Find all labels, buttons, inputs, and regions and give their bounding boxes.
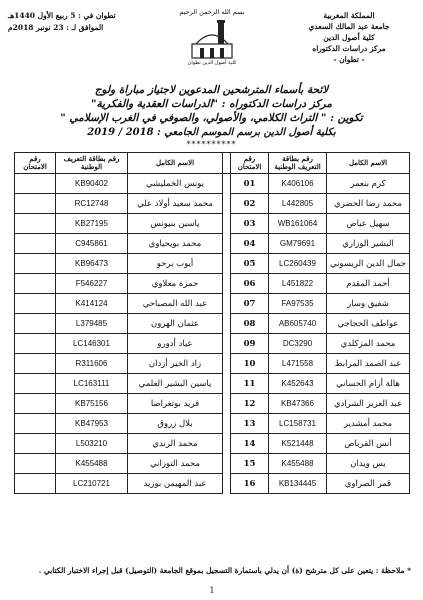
header-exam-number: رقم الامتحان	[231, 153, 269, 174]
cin-cell: LC260439	[269, 254, 327, 274]
exam-number-cell: 05	[231, 254, 269, 274]
column-gap	[223, 274, 231, 294]
cin-cell: LC146301	[56, 334, 128, 354]
table-row	[15, 274, 410, 294]
exam-number-cell: 16	[231, 474, 269, 494]
cin-cell: L503210	[56, 434, 128, 454]
cin-cell: C945861	[56, 234, 128, 254]
column-gap	[223, 153, 231, 174]
exam-number-cell: 04	[231, 234, 269, 254]
name-cell: عبد العزيز الشرادي	[327, 394, 410, 414]
cin-cell: KB134445	[269, 474, 327, 494]
cin-cell: K521448	[269, 434, 327, 454]
column-gap	[223, 254, 231, 274]
exam-number-cell	[15, 294, 56, 314]
column-gap	[223, 174, 231, 194]
column-gap	[223, 354, 231, 374]
exam-number-cell	[15, 274, 56, 294]
cin-cell: K455488	[269, 454, 327, 474]
title-separator: **********	[186, 140, 237, 149]
table-row	[15, 174, 410, 194]
cin-cell: LC210721	[56, 474, 128, 494]
cin-cell: KB75156	[56, 394, 128, 414]
page-number: 1	[209, 586, 215, 595]
column-gap	[223, 374, 231, 394]
table-row	[15, 354, 410, 374]
candidates-table	[14, 152, 410, 494]
exam-number-cell	[15, 174, 56, 194]
name-cell: يس ويدان	[327, 454, 410, 474]
date-hijri: تطوان في : 5 ربيع الأول 1440هـ	[8, 11, 116, 20]
exam-number-cell	[15, 334, 56, 354]
exam-number-cell: 13	[231, 414, 269, 434]
column-gap	[223, 294, 231, 314]
name-cell: أنس القرباص	[327, 434, 410, 454]
exam-number-cell: 03	[231, 214, 269, 234]
name-cell: محمد رضا الحضري	[327, 194, 410, 214]
table-row	[15, 394, 410, 414]
cin-cell: DC3290	[269, 334, 327, 354]
header-exam-number: رقم الامتحان	[15, 153, 56, 174]
name-cell: كرم بنعمر	[327, 174, 410, 194]
cin-cell: L379485	[56, 314, 128, 334]
table-row	[15, 234, 410, 254]
cin-cell: KB47953	[56, 414, 128, 434]
note: * ملاحظة : يتعين على كل مترشح (ة) أن يدلي باستمارة التسجيل بموقع الجامعة (التوصيل) قبل إجراء الاختبار الكتابي .	[38, 566, 411, 575]
cin-cell: K455488	[56, 454, 128, 474]
doc-title-line-2: مركز دراسات الدكتوراه : "الدراسات العقدية والفكرية"	[91, 98, 332, 110]
name-cell: سهيل عياض	[327, 214, 410, 234]
column-gap	[223, 474, 231, 494]
name-cell: محمد التوزاني	[128, 454, 223, 474]
name-cell: عياد أدورو	[128, 334, 223, 354]
cin-cell: LC158731	[269, 414, 327, 434]
column-gap	[223, 334, 231, 354]
name-cell: عبد الله المصباحي	[128, 294, 223, 314]
column-gap	[223, 414, 231, 434]
exam-number-cell	[15, 214, 56, 234]
table-row	[15, 194, 410, 214]
name-cell: فريد بوتغراصا	[128, 394, 223, 414]
name-cell: يونس الخمليشي	[128, 174, 223, 194]
date-header	[8, 10, 146, 34]
table-row	[15, 454, 410, 474]
column-gap	[223, 394, 231, 414]
name-cell: أيوب برحو	[128, 254, 223, 274]
table-row	[15, 414, 410, 434]
name-cell: جمال الدين الريسوني	[327, 254, 410, 274]
table-row	[15, 314, 410, 334]
name-cell: عبد الصمد المرابط	[327, 354, 410, 374]
header-full-name: الاسم الكامل	[327, 153, 410, 174]
exam-number-cell: 07	[231, 294, 269, 314]
name-cell: عواطف الحجاجي	[327, 314, 410, 334]
exam-number-cell	[15, 314, 56, 334]
header-line: - تطوان -	[333, 55, 365, 64]
cin-cell: WB161064	[269, 214, 327, 234]
cin-cell: KB47366	[269, 394, 327, 414]
name-cell: محمد المزكلدي	[327, 334, 410, 354]
exam-number-cell	[15, 254, 56, 274]
exam-number-cell	[15, 474, 56, 494]
exam-number-cell: 12	[231, 394, 269, 414]
cin-cell: L451822	[269, 274, 327, 294]
exam-number-cell	[15, 454, 56, 474]
column-gap	[223, 454, 231, 474]
cin-cell: KB27195	[56, 214, 128, 234]
name-cell: محمد الرندي	[128, 434, 223, 454]
exam-number-cell: 11	[231, 374, 269, 394]
table-header-row	[15, 153, 410, 174]
exam-number-cell: 08	[231, 314, 269, 334]
table-row	[15, 474, 410, 494]
name-cell: عثمان الهرون	[128, 314, 223, 334]
exam-number-cell	[15, 434, 56, 454]
cin-cell: RC12748	[56, 194, 128, 214]
cin-cell: K414124	[56, 294, 128, 314]
basmala: بسم الله الرحمن الرحيم	[179, 8, 245, 16]
cin-cell: K406106	[269, 174, 327, 194]
column-gap	[223, 314, 231, 334]
table-row	[15, 254, 410, 274]
header-full-name: الاسم الكامل	[128, 153, 223, 174]
doc-title-line-4: بكلية أصول الدين برسم الموسم الجامعي : 2018 / 2019	[87, 127, 336, 138]
exam-number-cell: 10	[231, 354, 269, 374]
name-cell: هالة أزام الحساني	[327, 374, 410, 394]
cin-cell: F546227	[56, 274, 128, 294]
exam-number-cell	[15, 374, 56, 394]
cin-cell: L442805	[269, 194, 327, 214]
cin-cell: R311606	[56, 354, 128, 374]
column-gap	[223, 214, 231, 234]
table-row	[15, 434, 410, 454]
exam-number-cell	[15, 394, 56, 414]
exam-number-cell: 01	[231, 174, 269, 194]
name-cell: ياسين البشير العلمي	[128, 374, 223, 394]
table-row	[15, 334, 410, 354]
cin-cell: FA97535	[269, 294, 327, 314]
name-cell: زاد الخير أزدان	[128, 354, 223, 374]
cin-cell: LC163111	[56, 374, 128, 394]
exam-number-cell: 09	[231, 334, 269, 354]
exam-number-cell	[15, 414, 56, 434]
exam-number-cell	[15, 234, 56, 254]
doc-title-line-3: تكوين : " التراث الكلامي، والأصولي، والصوفي في الغرب الإسلامي "	[60, 112, 363, 124]
faculty-logo-icon	[188, 18, 236, 60]
name-cell: أحمد المقدم	[327, 274, 410, 294]
table-row	[15, 374, 410, 394]
cin-cell: K452643	[269, 374, 327, 394]
header-line: كلية أصول الدين	[323, 33, 375, 42]
name-cell: عبد المهيمن بوزيد	[128, 474, 223, 494]
name-cell: محمد بويحياوي	[128, 234, 223, 254]
name-cell: حمزة معلاوي	[128, 274, 223, 294]
exam-number-cell	[15, 354, 56, 374]
header-line: مركز دراسات الدكتوراه	[312, 44, 386, 53]
name-cell: البشير الوزاري	[327, 234, 410, 254]
logo-caption: كلية أصول الدين تطوان	[187, 60, 237, 66]
name-cell: محمد سعيد أولاد علي	[128, 194, 223, 214]
cin-cell: GM79691	[269, 234, 327, 254]
name-cell: شفيق وسار	[327, 294, 410, 314]
name-cell: ياسين بنيونس	[128, 214, 223, 234]
exam-number-cell: 06	[231, 274, 269, 294]
name-cell: محمد أمشدير	[327, 414, 410, 434]
name-cell: بلال زروق	[128, 414, 223, 434]
cin-cell: KB90402	[56, 174, 128, 194]
header-line: المملكة المغربية	[323, 11, 375, 20]
header-line: جامعة عبد المالك السعدي	[308, 22, 390, 31]
header-cin: رقم بطاقة التعريف الوطنية	[56, 153, 128, 174]
column-gap	[223, 194, 231, 214]
date-gregorian: الموافق لـ : 23 نونبر 2018م	[8, 23, 104, 32]
table-row	[15, 214, 410, 234]
exam-number-cell: 15	[231, 454, 269, 474]
name-cell: قمر الصراوي	[327, 474, 410, 494]
header-cin: رقم بطاقة التعريف الوطنية	[269, 153, 327, 174]
cin-cell: AB605740	[269, 314, 327, 334]
doc-title-line-1: لائحة بأسماء المترشحين المدعوين لاجتياز مباراة ولوج	[94, 84, 329, 96]
exam-number-cell	[15, 194, 56, 214]
table-row	[15, 294, 410, 314]
exam-number-cell: 14	[231, 434, 269, 454]
column-gap	[223, 234, 231, 254]
cin-cell: KB96473	[56, 254, 128, 274]
exam-number-cell: 02	[231, 194, 269, 214]
cin-cell: L471558	[269, 354, 327, 374]
column-gap	[223, 434, 231, 454]
institution-header	[283, 10, 415, 65]
